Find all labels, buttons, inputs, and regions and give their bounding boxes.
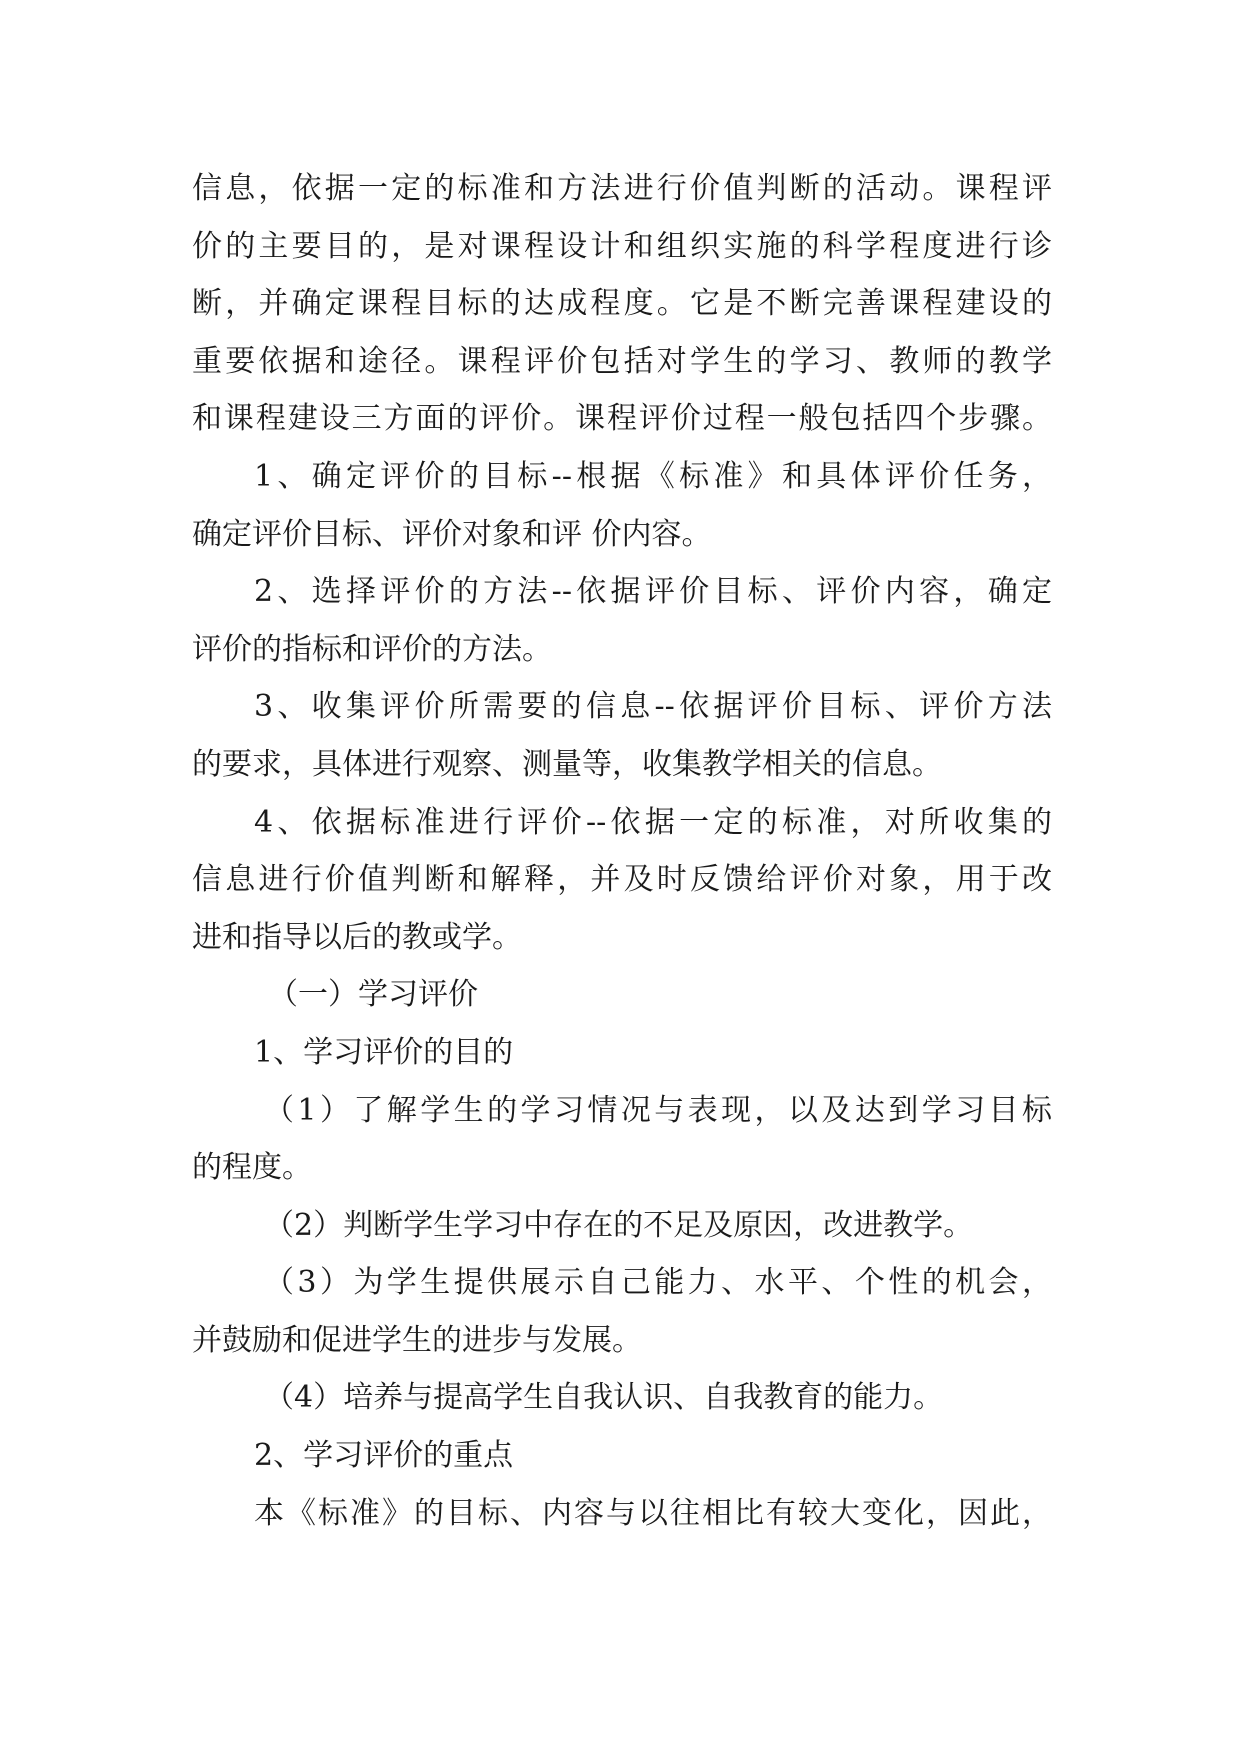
text-line: 信息，依据一定的标准和方法进行价值判断的活动。课程评 <box>192 171 1052 206</box>
text-line: 重要依据和途径。课程评价包括对学生的学习、教师的教学 <box>192 343 1052 379</box>
document-body <box>192 160 1052 1542</box>
subsection-heading: 2、学习评价的重点 <box>254 1438 514 1474</box>
text-line: 断，并确定课程目标的达成程度。它是不断完善课程建设的 <box>192 286 1052 322</box>
section-heading: （一）学习评价 <box>268 977 478 1013</box>
text-line: 和课程建设三方面的评价。课程评价过程一般包括四个步骤。 <box>192 401 1052 437</box>
text-line: 的要求，具体进行观察、测量等，收集教学相关的信息。 <box>192 746 942 782</box>
subsection-heading: 1、学习评价的目的 <box>254 1034 514 1070</box>
list-item: （2）判断学生学习中存在的不足及原因，改进教学。 <box>264 1207 974 1243</box>
step-2-line: 2、选择评价的方法--依据评价目标、评价内容，确定 <box>254 574 1052 610</box>
text-line: 评价的指标和评价的方法。 <box>192 631 552 667</box>
step-3-line: 3、收集评价所需要的信息--依据评价目标、评价方法 <box>254 689 1052 725</box>
step-1-line: 1、确定评价的目标--根据《标准》和具体评价任务， <box>254 458 1052 494</box>
step-4-line: 4、依据标准进行评价--依据一定的标准，对所收集的 <box>254 804 1052 840</box>
list-item: （4）培养与提高学生自我认识、自我教育的能力。 <box>264 1380 944 1416</box>
text-line: 价的主要目的，是对课程设计和组织实施的科学程度进行诊 <box>192 228 1052 264</box>
list-item: （1）了解学生的学习情况与表现，以及达到学习目标 <box>264 1092 1052 1128</box>
text-line: 并鼓励和促进学生的进步与发展。 <box>192 1322 642 1358</box>
text-line: 确定评价目标、评价对象和评 价内容。 <box>192 516 712 552</box>
text-line: 信息进行价值判断和解释，并及时反馈给评价对象，用于改 <box>192 862 1052 898</box>
text-line: 本《标准》的目标、内容与以往相比有较大变化，因此， <box>254 1495 1052 1531</box>
text-line: 进和指导以后的教或学。 <box>192 919 522 955</box>
text-line: 的程度。 <box>192 1150 312 1186</box>
list-item: （3）为学生提供展示自己能力、水平、个性的机会， <box>264 1265 1052 1301</box>
